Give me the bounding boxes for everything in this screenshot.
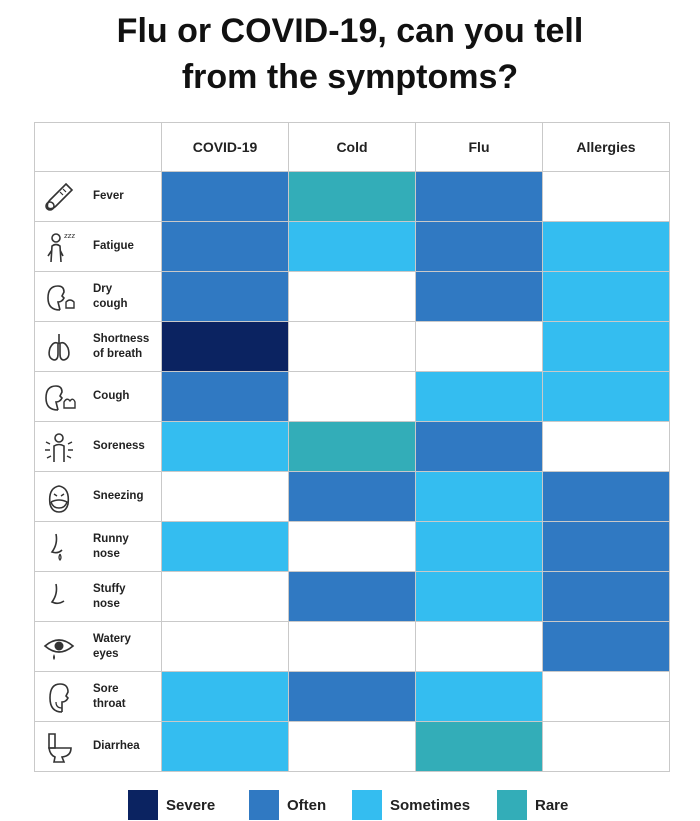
- column-header: Cold: [289, 123, 416, 172]
- symptom-label: Stuffy nose: [93, 582, 126, 610]
- frequency-cell: [416, 572, 543, 622]
- tired-person-icon: [41, 229, 77, 265]
- row-header: [35, 222, 161, 271]
- row-header: [35, 172, 161, 221]
- frequency-cell: [162, 172, 289, 222]
- legend-label: Often: [287, 796, 327, 814]
- symptom-label: Runny nose: [93, 532, 129, 560]
- frequency-cell: [543, 372, 670, 422]
- row-header-cell: [35, 422, 162, 472]
- frequency-cell: [543, 222, 670, 272]
- frequency-cell: [289, 422, 416, 472]
- frequency-cell: [162, 422, 289, 472]
- frequency-cell: [416, 672, 543, 722]
- frequency-cell: [543, 522, 670, 572]
- frequency-cell: [289, 522, 416, 572]
- row-header-cell: [35, 222, 162, 272]
- frequency-cell: [416, 622, 543, 672]
- symptom-label: Sore throat: [93, 682, 126, 710]
- row-header-cell: [35, 372, 162, 422]
- legend-swatch: [352, 790, 382, 820]
- symptom-label: Shortness of breath: [93, 332, 150, 360]
- frequency-cell: [162, 472, 289, 522]
- row-header: [35, 272, 161, 321]
- frequency-cell: [543, 322, 670, 372]
- symptom-table: [34, 122, 670, 772]
- frequency-cell: [543, 622, 670, 672]
- legend-label: Severe: [166, 796, 216, 814]
- symptom-label: Fatigue: [93, 240, 134, 252]
- frequency-cell: [416, 172, 543, 222]
- svg-text:zzz: zzz: [64, 231, 76, 240]
- legend-swatch: [497, 790, 527, 820]
- column-header: Flu: [416, 123, 543, 172]
- table-row: [35, 522, 670, 572]
- symptom-label: Cough: [93, 390, 130, 402]
- frequency-cell: [543, 672, 670, 722]
- frequency-cell: [162, 572, 289, 622]
- frequency-cell: [416, 422, 543, 472]
- frequency-cell: [416, 222, 543, 272]
- frequency-cell: [416, 322, 543, 372]
- symptom-label: Dry cough: [93, 282, 128, 310]
- thermometer-icon: [41, 179, 77, 215]
- corner-cell: [35, 123, 162, 172]
- page-title: [0, 8, 700, 100]
- row-header-cell: [35, 272, 162, 322]
- legend-label: Rare: [535, 796, 569, 814]
- frequency-cell: [289, 222, 416, 272]
- frequency-cell: [289, 172, 416, 222]
- frequency-cell: [289, 472, 416, 522]
- legend-swatch: [128, 790, 158, 820]
- frequency-cell: [416, 722, 543, 772]
- frequency-cell: [162, 322, 289, 372]
- frequency-cell: [289, 322, 416, 372]
- row-header-cell: [35, 322, 162, 372]
- frequency-cell: [289, 722, 416, 772]
- frequency-cell: [289, 272, 416, 322]
- sore-throat-icon: [41, 679, 77, 715]
- table-row: [35, 672, 670, 722]
- row-header: [35, 622, 161, 671]
- frequency-cell: [543, 722, 670, 772]
- frequency-cell: [416, 372, 543, 422]
- sneezing-icon: [41, 479, 77, 515]
- row-header: [35, 422, 161, 471]
- legend-item-often: [249, 790, 326, 820]
- frequency-cell: [289, 372, 416, 422]
- legend: [0, 790, 700, 820]
- table-row: [35, 722, 670, 772]
- lungs-icon: [41, 329, 77, 365]
- frequency-cell: [289, 672, 416, 722]
- row-header: [35, 322, 161, 371]
- symptom-label: Fever: [93, 190, 124, 202]
- frequency-cell: [162, 672, 289, 722]
- frequency-cell: [162, 622, 289, 672]
- table-row: [35, 472, 670, 522]
- frequency-cell: [289, 622, 416, 672]
- table-row: [35, 222, 670, 272]
- table-row: [35, 572, 670, 622]
- row-header: [35, 522, 161, 571]
- table-row: [35, 372, 670, 422]
- table-row: [35, 622, 670, 672]
- toilet-icon: [41, 729, 77, 765]
- legend-item-sometimes: [352, 790, 470, 820]
- frequency-cell: [162, 722, 289, 772]
- cough-icon: [41, 379, 77, 415]
- legend-swatch: [249, 790, 279, 820]
- legend-item-severe: [128, 790, 215, 820]
- runny-nose-icon: [41, 529, 77, 565]
- frequency-cell: [162, 222, 289, 272]
- symptom-label: Sneezing: [93, 490, 144, 502]
- table-row: [35, 172, 670, 222]
- frequency-cell: [416, 272, 543, 322]
- row-header: [35, 472, 161, 521]
- row-header-cell: [35, 722, 162, 772]
- title-line-2: from the symptoms?: [181, 58, 519, 96]
- symptom-label: Soreness: [93, 440, 145, 452]
- table-row: [35, 422, 670, 472]
- row-header: [35, 672, 161, 721]
- frequency-cell: [543, 272, 670, 322]
- frequency-cell: [416, 472, 543, 522]
- column-header: Allergies: [543, 123, 670, 172]
- row-header: [35, 572, 161, 621]
- legend-item-rare: [497, 790, 568, 820]
- stuffy-nose-icon: [41, 579, 77, 615]
- watery-eye-icon: [41, 629, 77, 665]
- row-header-cell: [35, 672, 162, 722]
- row-header: [35, 372, 161, 421]
- table-row: [35, 322, 670, 372]
- body-ache-icon: [41, 429, 77, 465]
- row-header-cell: [35, 472, 162, 522]
- frequency-cell: [543, 472, 670, 522]
- frequency-cell: [162, 522, 289, 572]
- frequency-cell: [162, 272, 289, 322]
- row-header-cell: [35, 622, 162, 672]
- legend-label: Sometimes: [390, 796, 471, 814]
- row-header-cell: [35, 172, 162, 222]
- symptom-label: Watery eyes: [93, 632, 131, 660]
- frequency-cell: [289, 572, 416, 622]
- row-header: [35, 722, 161, 771]
- symptom-label: Diarrhea: [93, 740, 140, 752]
- frequency-cell: [543, 572, 670, 622]
- title-line-1: Flu or COVID-19, can you tell: [116, 12, 584, 50]
- header-row: [35, 123, 670, 172]
- frequency-cell: [543, 422, 670, 472]
- table-row: [35, 272, 670, 322]
- row-header-cell: [35, 572, 162, 622]
- row-header-cell: [35, 522, 162, 572]
- frequency-cell: [162, 372, 289, 422]
- frequency-cell: [543, 172, 670, 222]
- frequency-cell: [416, 522, 543, 572]
- dry-cough-icon: [41, 279, 77, 315]
- column-header: COVID-19: [162, 123, 289, 172]
